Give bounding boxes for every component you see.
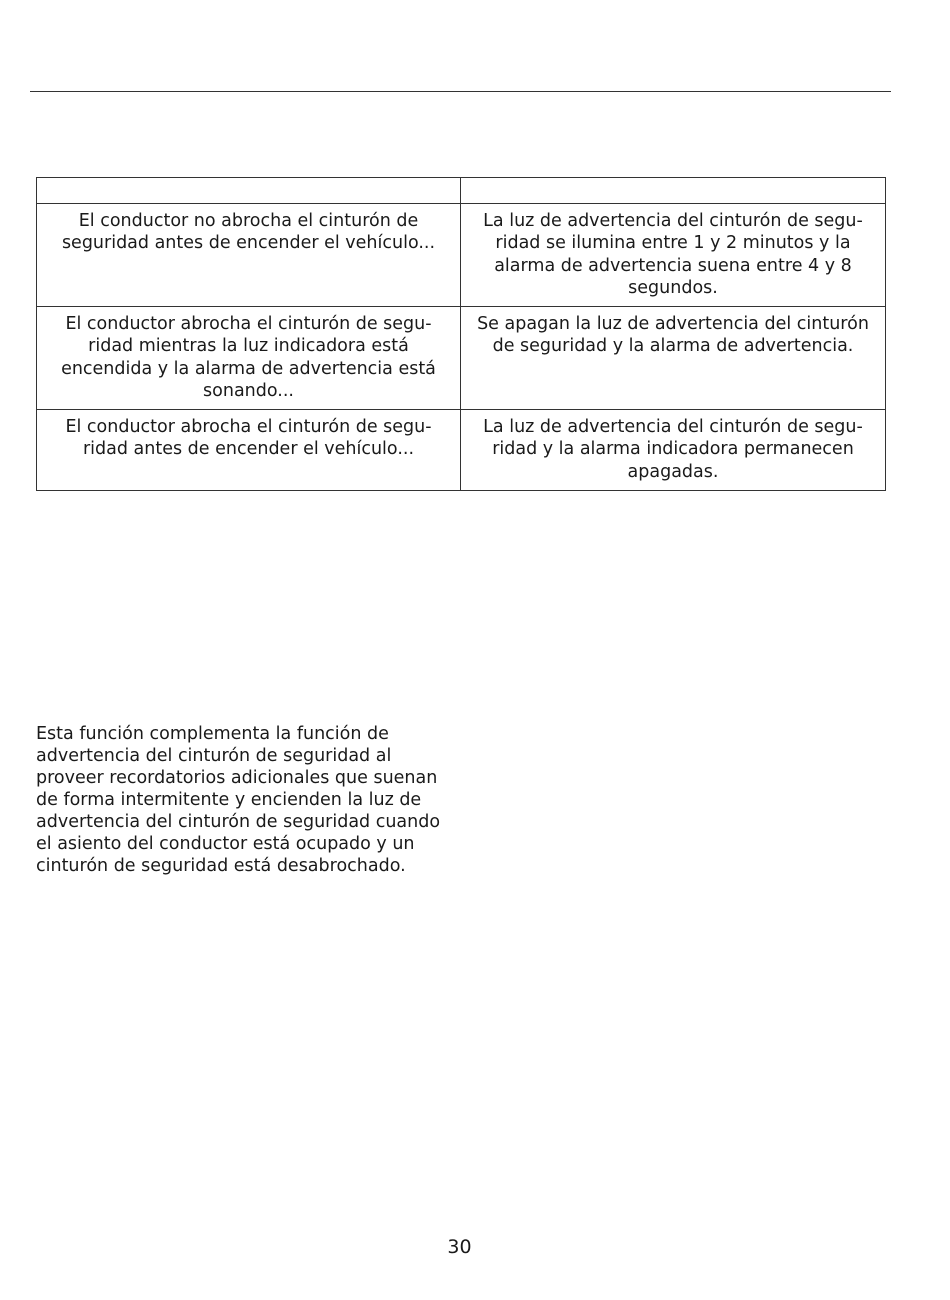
table-cell-condition: El conductor no abrocha el cinturón de seguridad antes de encender el vehículo... (37, 204, 461, 307)
table-row (37, 204, 886, 307)
seatbelt-warning-table (36, 177, 886, 491)
table-cell-result: La luz de advertencia del cinturón de segu-ridad se ilumina entre 1 y 2 minutos y la alarma de advertencia suena entre 4 y 8 segundos. (461, 204, 886, 307)
warning-table-container (36, 177, 885, 491)
page-number: 30 (447, 1236, 472, 1258)
table-cell-condition: El conductor abrocha el cinturón de segu-ridad mientras la luz indicadora está encendida y la alarma de advertencia está sonando... (37, 307, 461, 410)
table-cell-condition: El conductor abrocha el cinturón de segu-ridad antes de encender el vehículo... (37, 410, 461, 491)
table-row (37, 307, 886, 410)
table-header-cell-condition (37, 178, 461, 204)
table-header-row (37, 178, 886, 204)
table-cell-result: La luz de advertencia del cinturón de segu-ridad y la alarma indicadora permanecen apagadas. (461, 410, 886, 491)
description-paragraph: Esta función complementa la función de advertencia del cinturón de seguridad al proveer recordatorios adicionales que suenan de forma intermitente y encienden la luz de advertencia del cinturón de seguridad cuando el asiento del conductor está ocupado y un cinturón de seguridad está desabrochado. (36, 723, 441, 876)
table-row (37, 410, 886, 491)
table-cell-result: Se apagan la luz de advertencia del cinturón de seguridad y la alarma de advertencia. (461, 307, 886, 410)
header-rule (30, 91, 891, 92)
table-header-cell-result (461, 178, 886, 204)
